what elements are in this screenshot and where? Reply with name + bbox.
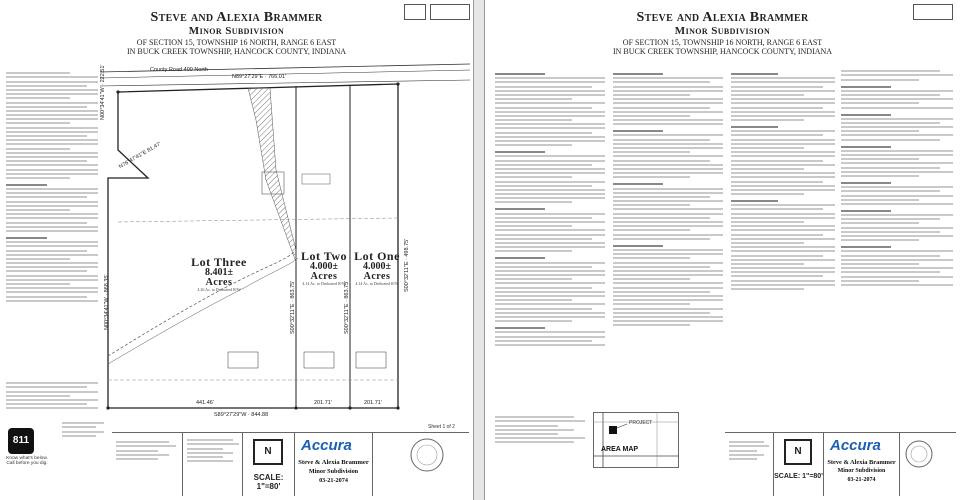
right-of-way-line <box>100 80 470 86</box>
left-bearing-lower: N00°34'41"W · 868.35' <box>104 274 110 330</box>
covenants-column-2 <box>613 68 723 413</box>
title-block <box>725 432 956 496</box>
monument <box>348 406 351 409</box>
plat-location-line1: OF SECTION 15, TOWNSHIP 16 NORTH, RANGE 6 EAST <box>136 38 337 47</box>
monument <box>396 82 399 85</box>
segment-length: 441.46' <box>196 400 214 406</box>
sheet-gap <box>474 0 484 500</box>
road-label: County Road 400 North <box>150 67 208 73</box>
plat-location-line2: IN BUCK CREEK TOWNSHIP, HANCOCK COUNTY, INDIANA <box>126 47 347 56</box>
north-arrow-cell <box>242 433 294 496</box>
north-arrow-icon: N <box>253 439 283 465</box>
north-arrow-cell <box>773 433 823 496</box>
drainage-easement <box>248 88 296 262</box>
left-bearing-upper: N00°34'41"W · 222.51' <box>100 64 106 120</box>
firm-cell <box>294 433 372 496</box>
title-block-date: 03-21-2074 <box>847 477 876 483</box>
title-block-name: Steve & Alexia Brammer <box>827 459 896 466</box>
area-map-label: AREA MAP <box>601 446 639 453</box>
monument <box>294 406 297 409</box>
surveyor-seal-icon <box>904 439 934 469</box>
prepared-for-text <box>729 439 769 479</box>
instrument-prepared-by-text <box>495 414 585 470</box>
mid-bearing-1: S00°32'11"E · 863.75' <box>290 280 296 334</box>
seal-cell <box>372 433 469 496</box>
existing-structure <box>302 174 330 184</box>
parcel-boundary <box>108 84 398 408</box>
setback-line <box>118 218 398 222</box>
septic-area <box>304 352 334 368</box>
certificates-column <box>841 68 953 413</box>
accura-logo: Accura <box>301 437 352 454</box>
top-bearing: N89°27'29"E · 766.01' <box>232 74 286 80</box>
plat-title: Steve and Alexia Brammer <box>636 10 809 25</box>
covenants-column-3 <box>731 68 835 413</box>
seal-cell <box>899 433 956 496</box>
lot-two-label: Lot Two 4.000± Acres 4.14 Ac. to Dedicated R/W <box>300 249 348 286</box>
plat-subtitle: Minor Subdivision <box>674 25 771 37</box>
monument <box>106 406 109 409</box>
surveyor-seal-icon <box>409 437 445 473</box>
covenants-column-1 <box>495 68 605 413</box>
title-block-date: 03-21-2074 <box>319 477 348 484</box>
plat-sheet-2 <box>484 0 960 500</box>
title-block-sub: Minor Subdivision <box>308 468 359 475</box>
call-811-logo: 811 <box>8 428 34 454</box>
monument <box>396 406 399 409</box>
plat-subtitle: Minor Subdivision <box>188 25 285 37</box>
plat-location-line2: IN BUCK CREEK TOWNSHIP, HANCOCK COUNTY, INDIANA <box>612 47 833 56</box>
title-block-name: Steve & Alexia Brammer <box>298 459 369 466</box>
scale-label: SCALE: 1"=80' <box>253 473 284 491</box>
septic-area <box>228 352 258 368</box>
right-bearing: S00°32'11"E · 498.75' <box>404 238 410 292</box>
call-before-you-dig-text: Know what's below. Call before you dig. <box>6 456 48 467</box>
project-label: PROJECT <box>629 420 653 426</box>
north-arrow-icon: N <box>784 439 812 465</box>
plat-location-line1: OF SECTION 15, TOWNSHIP 16 NORTH, RANGE 6 EAST <box>622 38 823 47</box>
prepared-for-text <box>116 439 176 479</box>
bottom-bearing: S89°27'29"W · 844.88 <box>214 412 269 418</box>
firm-cell <box>823 433 899 496</box>
lot-three-label: Lot Three 8.401± Acres 4.26 Ac. to Dedicated R/W <box>191 255 247 292</box>
plat-sheet-1 <box>0 0 474 500</box>
segment-length: 201.71' <box>364 400 382 406</box>
plat-title: Steve and Alexia Brammer <box>150 10 323 25</box>
lot-one-label: Lot One 4.000± Acres 4.14 Ac. to Dedicated R/W <box>354 249 400 286</box>
project-location-marker <box>609 426 617 434</box>
prepared-by-cell <box>182 433 242 496</box>
sheet-number: Sheet 1 of 2 <box>428 424 455 430</box>
scale-label: SCALE: 1"=80' <box>774 473 823 480</box>
septic-area <box>356 352 386 368</box>
title-block-sub: Minor Subdivision <box>837 468 886 474</box>
mid-bearing-2: S00°32'11"E · 863.75' <box>344 280 350 334</box>
segment-length: 201.71' <box>314 400 332 406</box>
left-bearing-mid: N76°47'41"E 81.47' <box>118 141 163 171</box>
monument <box>116 90 119 93</box>
title-block <box>112 432 469 496</box>
legend <box>62 420 110 448</box>
accura-logo: Accura <box>830 437 881 454</box>
